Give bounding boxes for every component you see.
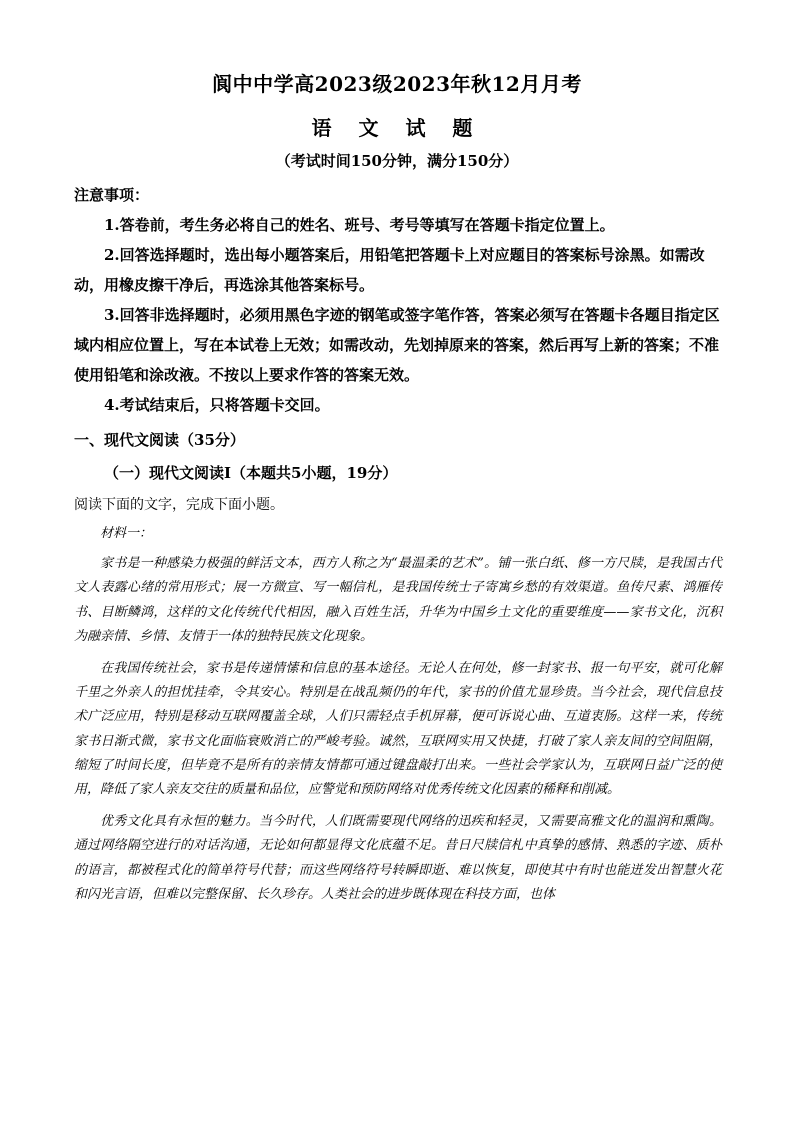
notice-item-1: 1.答卷前，考生务必将自己的姓名、班号、考号等填写在答题卡指定位置上。 — [104, 216, 615, 234]
section-heading: 一、现代文阅读（35分） — [74, 431, 245, 449]
reading-instruction: 阅读下面的文字，完成下面小题。 — [74, 497, 284, 513]
exam-title: 阆中中学高2023级2023年秋12月月考 — [212, 72, 582, 96]
material-paragraph-2: 在我国传统社会，家书是传递情愫和信息的基本途径。无论人在何处，修一封家书、报一句平安，就可化解千里之外亲人的担忧挂牵，令其安心。特别是在战乱频仍的年代，家书的价值尤显珍贵。当今社会，现代信息技术广泛应用，特别是移动互联网覆盖全球，人们只需轻点手机屏幕，便可诉说心曲、互道衷肠。这样一来，传统家书日渐式微，家书文化面临衰败消亡的严峻考验。诚然，互联网实用又快捷，打破了家人亲友间的空间阻隔，缩短了时间长度，但毕竟不是所有的亲情友情都可通过键盘敲打出来。一些社会学家认为，互联网日益广泛的使用，降低了家人亲友交往的质量和品位，应警觉和预防网络对优秀传统文化因素的稀释和削减。 — [74, 661, 722, 798]
material-paragraph-3: 优秀文化具有永恒的魅力。当今时代，人们既需要现代网络的迅疾和轻灵，又需要高雅文化的温润和熏陶。通过网络隔空进行的对话沟通，无论如何都显得文化底蕴不足。昔日尺牍信札中真挚的感情、熟悉的字迹、质朴的语言，都被程式化的简单符号代替；而这些网络符号转瞬即逝、难以恢复，即使其中有时也能迸发出智慧火花和闪光言语，但难以完整保留、长久珍存。人类社会的进步既体现在科技方面，也体 — [74, 814, 722, 902]
notice-heading: 注意事项： — [74, 186, 150, 204]
material-label: 材料一： — [100, 526, 153, 541]
material-one — [74, 522, 722, 915]
exam-time-note: （考试时间150分钟，满分150分） — [275, 152, 519, 170]
material-paragraph-1: 家书是一种感染力极强的鲜活文本，西方人称之为“最温柔的艺术”。铺一张白纸、修一方尺牍，是我国古代文人表露心绪的常用形式；展一方微宣、写一幅信札，是我国传统士子寄寓乡愁的有效渠道。鱼传尺素、鸿雁传书、目断鳞鸿，这样的文化传统代代相因，融入百姓生活，升华为中国乡土文化的重要维度——家书文化，沉积为融亲情、乡情、友情于一体的独特民族文化现象。 — [74, 556, 722, 644]
notice-block — [74, 180, 722, 420]
notice-item-4: 4.考试结束后，只将答题卡交回。 — [104, 396, 330, 414]
notice-item-3: 3.回答非选择题时，必须用黑色字迹的钢笔或签字笔作答，答案必须写在答题卡各题目指定区域内相应位置上，写在本试卷上无效；如需改动，先划掉原来的答案，然后再写上新的答案；不准使用铅笔和涂改液。不按以上要求作答的答案无效。 — [74, 306, 720, 384]
exam-subtitle: 语 文 试 题 — [311, 116, 483, 140]
section-subheading: （一）现代文阅读Ⅰ（本题共5小题，19分） — [104, 464, 398, 482]
notice-item-2: 2.回答选择题时，选出每小题答案后，用铅笔把答题卡上对应题目的答案标号涂黑。如需改动，用橡皮擦干净后，再选涂其他答案标号。 — [74, 246, 705, 294]
